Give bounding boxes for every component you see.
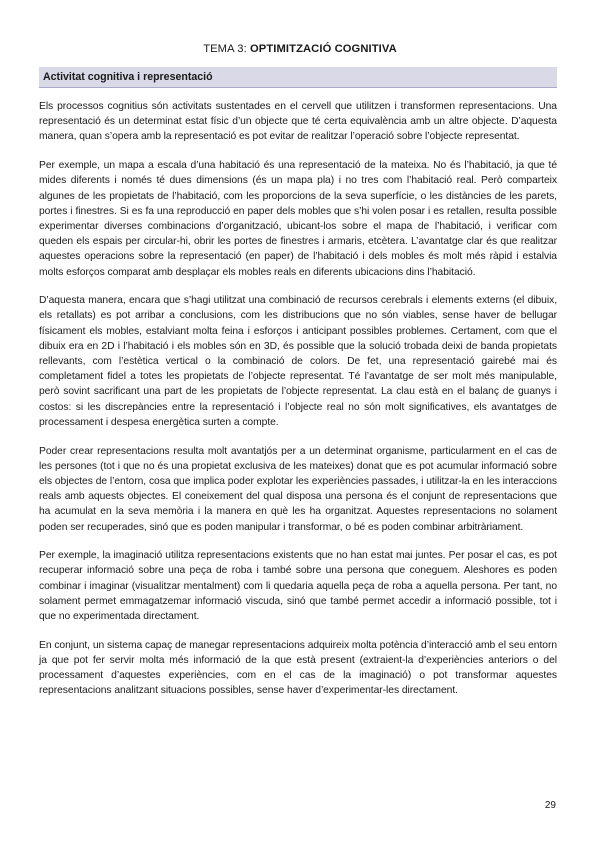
paragraph-5: Per exemple, la imaginació utilitza representacions existents que no han estat mai juntes. Per posar el cas, es pot recuperar informació sobre una peça de roba i també sobre una persona que coneguem. Aleshores es poden combinar i imaginar (visualitzar mentalment) com li quedaria aquella peça de roba a aquella persona. Per tant, no solament permet emmagatzemar informació viscuda, sinó que també permet accedir a informació possible, tot i que no experimentada directament. [39, 550, 557, 623]
paragraph-3: D’aquesta manera, encara que s’hagi utilitzat una combinació de recursos cerebrals i elements externs (el dibuix, els retallats) es pot arribar a conclusions, com les distribucions que no són viables, sense haver de bellugar físicament els mobles, estalviant molta feina i esforços i anticipant possibles problemes. Certament, com que el dibuix era en 2D i l’habitació i els mobles són en 3D, és possible que la solució trobada deixi de banda propietats rellevants, com l’estètica vertical o la combinació de colors. De fet, una representació gairebé mai és completament fidel a totes les propietats de l’objecte representat. Té l’avantatge de ser molt més manipulable, però sovint sacrificant una part de les propietats de l’objecte representat. La clau està en el balanç de guanys i costos: si les discrepàncies entre la representació i l’objecte real no són molt significatives, els avantatges de processament i despesa energètica surten a compte. [39, 295, 557, 428]
page-number: 29 [544, 800, 556, 811]
body-text [39, 99, 557, 712]
paragraph-1: Els processos cognitius són activitats sustentades en el cervell que utilitzen i transformen representacions. Una representació és un determinat estat físic d’un objecte que té certa equivalència amb un altre objecte. D’aquesta manera, quan s’opera amb la representació es pot evitar de realitzar l’operació sobre l’objecte representat. [39, 101, 557, 143]
paragraph-6: En conjunt, un sistema capaç de manegar representacions adquireix molta potència d’interacció amb el seu entorn ja que pot fer servir molta més informació de la que està present (extraient-la d’experiències anteriors o del processament d’aquestes experiències, com en el cas de la imaginació) o pot transformar aquestes representacions analitzant situacions possibles, sense haver d’experimentar-les directament. [39, 639, 557, 697]
paragraph-2: Per exemple, un mapa a escala d’una habitació és una representació de la mateixa. No és l’habitació, ja que té mides diferents i només té dues dimensions (és un mapa pla) i no tres com l’habitació real. Però comparteix algunes de les propietats de l’habitació, com les proporcions de la seva superfície, o les distàncies de les parets, portes i finestres. Si es fa una reproducció en paper dels mobles que s’hi volen posar i es retallen, resulta possible experimentar diverses combinacions d’organització, ubicant-los sobre el mapa de l’habitació, i verificar com queden els espais per circular-hi, obrir les portes de finestres i armaris, etcètera. L’avantatge clar és que realitzar aquestes operacions sobre la representació (en paper) de l’habitació i dels mobles és molt més ràpid i estalvia molts esforços comparat amb desplaçar els mobles reals en diferents ubicacions dins l’habitació. [39, 160, 557, 278]
section-heading: Activitat cognitiva i representació [39, 67, 557, 88]
page-header [0, 43, 600, 55]
paragraph-4: Poder crear representacions resulta molt avantatjós per a un determinat organisme, particularment en el cas de les persones (tot i que no és una propietat exclusiva de les mateixes) donat que es pot acumular informació sobre els objectes de l’entorn, cosa que implica poder explotar les experiències passades, i utilitzar-la en les interaccions reals amb aquests objectes. El coneixement del qual disposa una persona és el conjunt de representacions que ha acumulat en la seva memòria i la manera en què les ha organitzat. Aquestes representacions no solament poden ser recuperades, sinó que es poden manipular i transformar, o bé es poden combinar arbitràriament. [39, 445, 557, 533]
chapter-title: OPTIMITZACIÓ COGNITIVA [250, 43, 397, 55]
chapter-prefix: TEMA 3: [203, 43, 250, 55]
